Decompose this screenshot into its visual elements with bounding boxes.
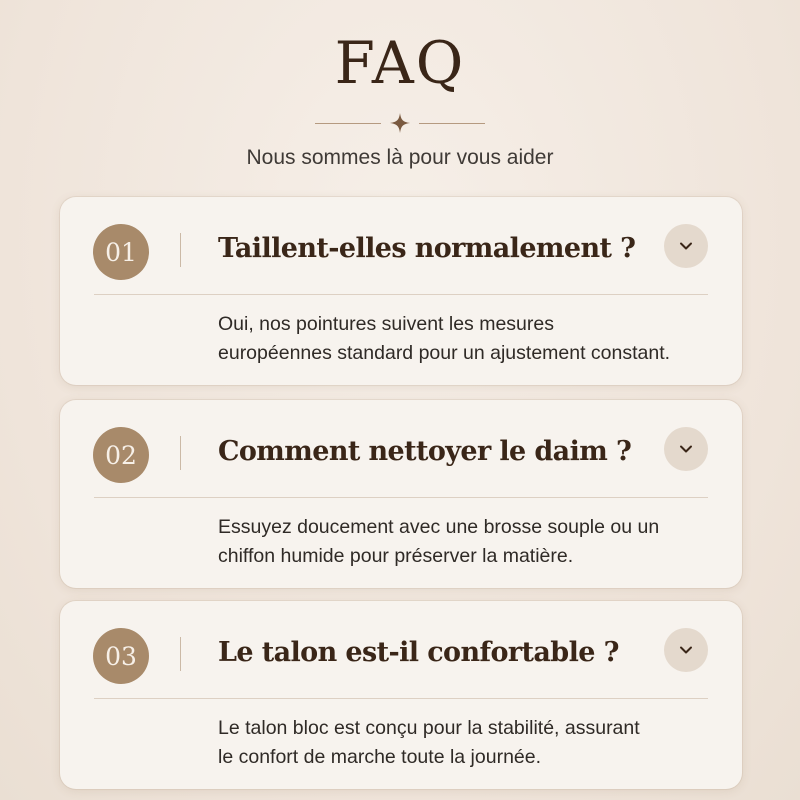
faq-question[interactable]: Le talon est-il confortable ? [218, 637, 619, 668]
title-ornament [0, 112, 800, 134]
chevron-down-icon [677, 237, 695, 255]
faq-item-2[interactable] [60, 400, 742, 588]
chevron-down-icon [677, 440, 695, 458]
horizontal-divider [94, 294, 708, 295]
faq-item-3[interactable] [60, 601, 742, 789]
faq-answer [218, 310, 738, 368]
faq-question[interactable]: Taillent-elles normalement ? [218, 233, 636, 264]
horizontal-divider [94, 497, 708, 498]
ornament-line-right [419, 123, 485, 124]
faq-item-1[interactable] [60, 197, 742, 385]
vertical-divider [180, 436, 181, 470]
horizontal-divider [94, 698, 708, 699]
faq-toggle-button[interactable] [664, 427, 708, 471]
vertical-divider [180, 637, 181, 671]
page-title: FAQ [334, 29, 466, 97]
faq-answer-line: européennes standard pour un ajustement constant. [218, 342, 671, 364]
faq-number-badge: 03 [93, 628, 149, 684]
page-subtitle: Nous sommes là pour vous aider [246, 146, 554, 169]
faq-toggle-button[interactable] [664, 224, 708, 268]
faq-answer-line: le confort de marche toute la journée. [218, 746, 542, 768]
chevron-down-icon [677, 641, 695, 659]
faq-answer-line: Essuyez doucement avec une brosse souple ou un [218, 516, 660, 538]
faq-number-badge: 02 [93, 427, 149, 483]
faq-answer-line: Oui, nos pointures suivent les mesures [218, 313, 554, 335]
vertical-divider [180, 233, 181, 267]
faq-answer [218, 714, 738, 772]
sparkle-star-icon [385, 112, 415, 134]
ornament-line-left [315, 123, 381, 124]
faq-answer-line: chiffon humide pour préserver la matière. [218, 545, 574, 567]
faq-number-badge: 01 [93, 224, 149, 280]
faq-toggle-button[interactable] [664, 628, 708, 672]
faq-answer [218, 513, 738, 571]
faq-question[interactable]: Comment nettoyer le daim ? [218, 436, 632, 467]
faq-answer-line: Le talon bloc est conçu pour la stabilité, assurant [218, 717, 640, 739]
